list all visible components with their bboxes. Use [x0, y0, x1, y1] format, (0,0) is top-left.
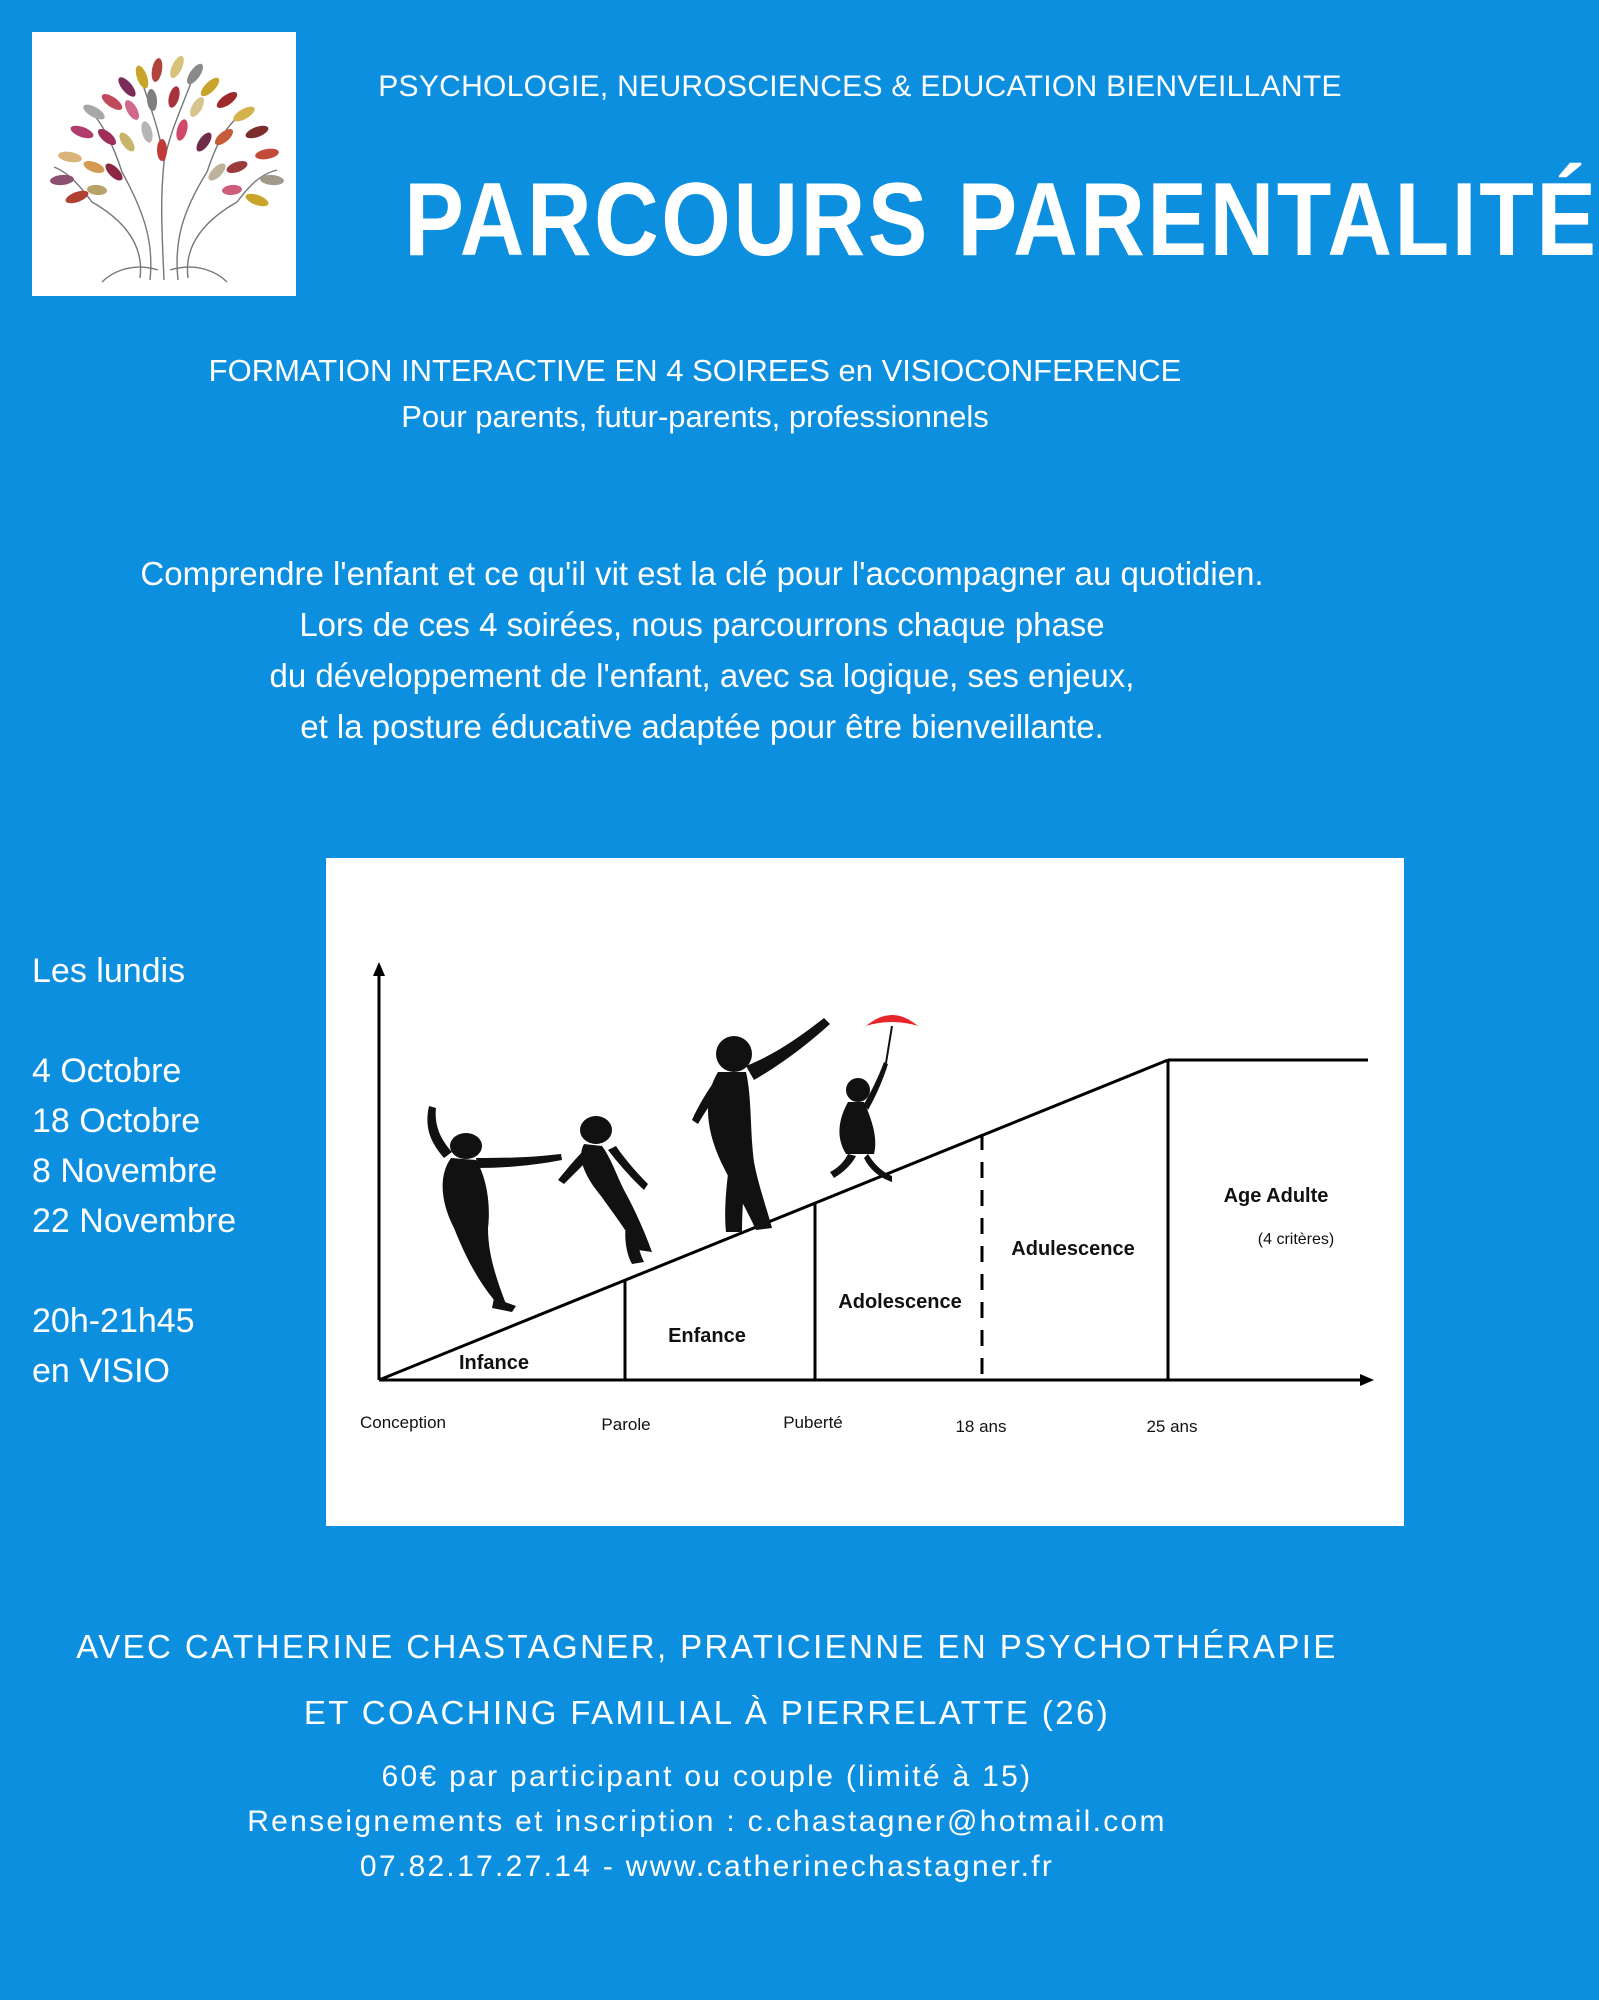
- stage-label-infance: Infance: [458, 1352, 530, 1374]
- x-axis-arrow-icon: [1360, 1374, 1374, 1386]
- red-umbrella-icon: [866, 1015, 918, 1026]
- session-date: 4 Octobre: [32, 1052, 182, 1090]
- page-title: PARCOURS PARENTALITÉ: [404, 162, 1599, 278]
- intro-line: et la posture éducative adaptée pour être bienveillante.: [300, 708, 1104, 745]
- development-stages-chart: [326, 858, 1404, 1526]
- milestone-label: Parole: [601, 1415, 651, 1434]
- y-axis-arrow-icon: [373, 962, 385, 976]
- session-mode: en VISIO: [32, 1352, 170, 1390]
- session-date: 22 Novembre: [32, 1202, 237, 1240]
- figure-infant-silhouette: [427, 1106, 562, 1312]
- session-date: 8 Novembre: [32, 1152, 218, 1190]
- price-line: 60€ par participant ou couple (limité à 15): [381, 1760, 1033, 1793]
- audience-line: Pour parents, futur-parents, professionnels: [401, 399, 989, 434]
- contact-info: [0, 1754, 1414, 1889]
- presenter-line: AVEC CATHERINE CHASTAGNER, PRATICIENNE EN PSYCHOTHÉRAPIE: [76, 1628, 1338, 1665]
- stage-label-age-adulte: Age Adulte: [1223, 1185, 1329, 1207]
- inscription-line: Renseignements et inscription : c.chastagner@hotmail.com: [247, 1805, 1167, 1838]
- stage-label-adulescence: Adulescence: [1011, 1238, 1135, 1260]
- presenter-line: ET COACHING FAMILIAL À PIERRELATTE (26): [303, 1694, 1111, 1731]
- milestone-label: 25 ans: [1146, 1417, 1198, 1436]
- development-diagram: [326, 858, 1404, 1526]
- milestone-label: Conception: [359, 1413, 447, 1432]
- schedule-heading: Les lundis: [32, 952, 186, 990]
- silhouettes: [427, 1015, 918, 1312]
- figure-girl-silhouette: [830, 1026, 892, 1182]
- intro-line: du développement de l'enfant, avec sa logique, ses enjeux,: [269, 657, 1135, 694]
- schedule: [32, 946, 332, 1396]
- figure-child-silhouette: [558, 1116, 652, 1264]
- intro-paragraph: [0, 548, 1404, 752]
- milestone-label: 18 ans: [955, 1417, 1007, 1436]
- tree-logo: [32, 32, 296, 296]
- presenter-info: [0, 1614, 1414, 1746]
- figure-teen-silhouette: [692, 1018, 830, 1232]
- subtitle: [0, 348, 1390, 440]
- phone-website-line: 07.82.17.27.14 - www.catherinechastagner.fr: [359, 1850, 1055, 1883]
- session-time: 20h-21h45: [32, 1302, 195, 1340]
- tagline: PSYCHOLOGIE, NEUROSCIENCES & EDUCATION BIENVEILLANTE: [378, 70, 1342, 103]
- stage-label-adolescence: Adolescence: [838, 1291, 962, 1313]
- stage-note: (4 critères): [1257, 1231, 1335, 1248]
- milestone-label: Puberté: [783, 1413, 843, 1432]
- intro-line: Lors de ces 4 soirées, nous parcourrons chaque phase: [299, 606, 1105, 643]
- growth-ramp: [379, 1060, 1168, 1380]
- tree-icon: [32, 32, 296, 296]
- session-date: 18 Octobre: [32, 1102, 201, 1140]
- subtitle-line: FORMATION INTERACTIVE EN 4 SOIREES en VISIOCONFERENCE: [208, 353, 1182, 388]
- stage-label-enfance: Enfance: [668, 1325, 746, 1347]
- intro-line: Comprendre l'enfant et ce qu'il vit est la clé pour l'accompagner au quotidien.: [140, 555, 1264, 592]
